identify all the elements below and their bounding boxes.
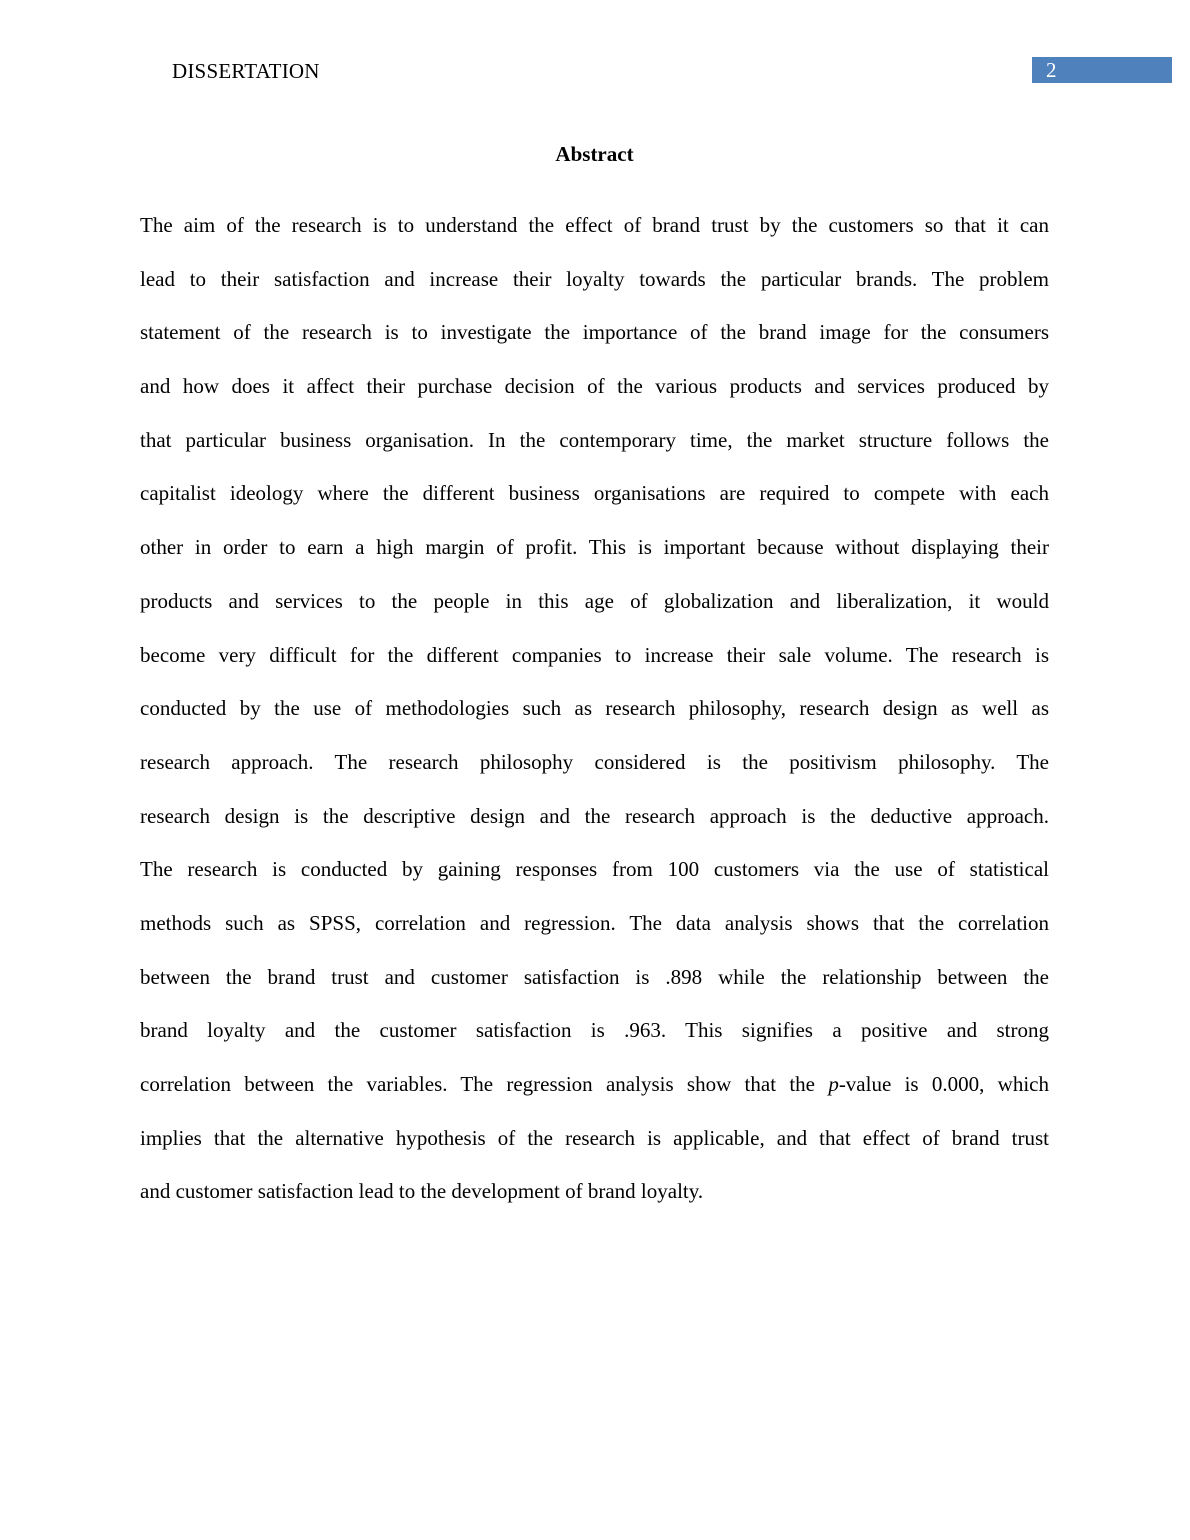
abstract-line-with-italic <box>140 1058 1049 1112</box>
abstract-line: lead to their satisfaction and increase their loyalty towards the particular brands. The problem <box>140 266 1049 291</box>
abstract-line: other in order to earn a high margin of profit. This is important because without displaying their <box>140 535 1049 560</box>
line-text-before-italic: correlation between the variables. The regression analysis show that the <box>140 1072 829 1096</box>
abstract-line: that particular business organisation. In the contemporary time, the market structure follows the <box>140 427 1049 452</box>
abstract-line: capitalist ideology where the different business organisations are required to compete with each <box>140 481 1049 506</box>
line-text-after-italic: -value is 0.000, which <box>838 1072 1049 1096</box>
abstract-line: conducted by the use of methodologies such as research philosophy, research design as well as <box>140 696 1049 721</box>
page-number: 2 <box>1046 58 1057 82</box>
abstract-line: research approach. The research philosophy considered is the positivism philosophy. The <box>140 749 1049 774</box>
abstract-line: become very difficult for the different companies to increase their sale volume. The research is <box>140 642 1049 667</box>
abstract-line: products and services to the people in this age of globalization and liberalization, it would <box>140 588 1049 613</box>
abstract-line: methods such as SPSS, correlation and regression. The data analysis shows that the correlation <box>140 910 1049 935</box>
abstract-body <box>140 199 1049 1219</box>
p-value-italic-letter: p <box>828 1072 839 1096</box>
running-head: DISSERTATION <box>172 59 320 83</box>
abstract-line: implies that the alternative hypothesis of the research is applicable, and that effect of brand trust <box>140 1125 1049 1150</box>
abstract-line: research design is the descriptive design and the research approach is the deductive approach. <box>140 803 1049 828</box>
page-number-box <box>1032 57 1172 83</box>
abstract-last-line: and customer satisfaction lead to the development of brand loyalty. <box>140 1179 704 1204</box>
abstract-line: between the brand trust and customer satisfaction is .898 while the relationship between the <box>140 964 1049 989</box>
abstract-title: Abstract <box>555 142 634 166</box>
abstract-line: and how does it affect their purchase decision of the various products and services produced by <box>140 374 1049 399</box>
abstract-line: The research is conducted by gaining responses from 100 customers via the use of statistical <box>140 857 1049 882</box>
abstract-line: statement of the research is to investigate the importance of the brand image for the consumers <box>140 320 1049 345</box>
abstract-line: brand loyalty and the customer satisfaction is .963. This signifies a positive and strong <box>140 1018 1049 1043</box>
abstract-line: The aim of the research is to understand the effect of brand trust by the customers so that it can <box>140 213 1049 237</box>
